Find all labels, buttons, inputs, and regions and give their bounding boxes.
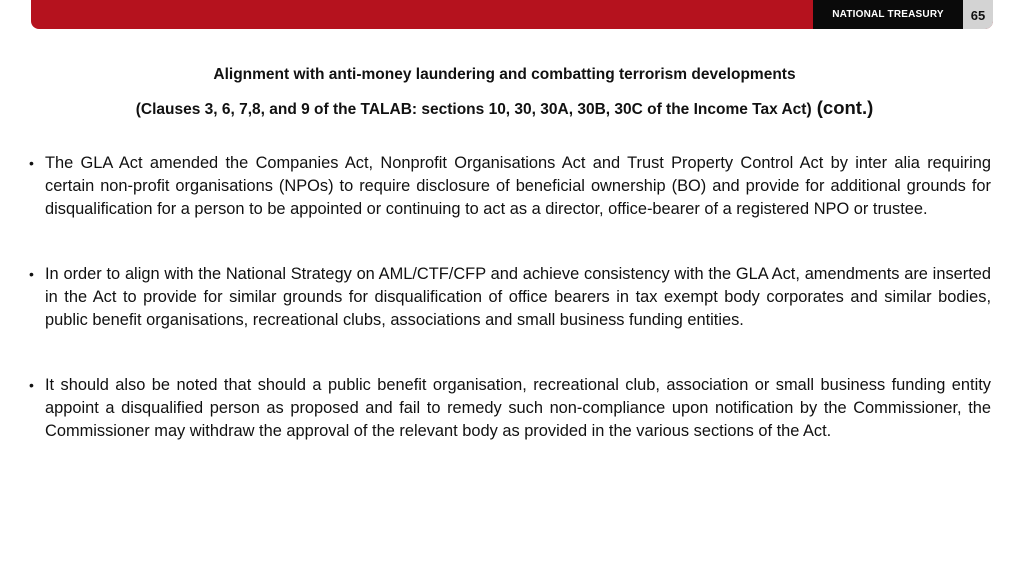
bullet-marker: • [29, 377, 34, 393]
bullet-list [29, 152, 991, 443]
brand-badge [813, 0, 963, 29]
brand-name: NATIONAL TREASURY [832, 8, 944, 20]
bullet-text: In order to align with the National Strategy on AML/CTF/CFP and achieve consistency with the GLA Act, amendments are inserted in the Act to provide for similar grounds for disqualification of office bearers in tax exempt body corporates and similar bodies, public benefit organisations, recreational clubs, associations and small business funding entities. [45, 265, 991, 329]
bullet-item [29, 263, 991, 332]
subtitle-cont: (cont.) [811, 97, 874, 118]
page-number: 65 [970, 7, 986, 23]
bullet-marker: • [29, 266, 34, 282]
subtitle-clauses: (Clauses 3, 6, 7,8, and 9 of the TALAB: sections 10, 30, 30A, 30B, 30C of the Income Tax Act) [135, 101, 812, 118]
bullet-text: It should also be noted that should a public benefit organisation, recreational club, association or small business funding entity appoint a disqualified person as proposed and fail to remedy such non-compliance upon notification by the Commissioner, the Commissioner may withdraw the approval of the relevant body as provided in the various sections of the Act. [45, 376, 991, 440]
bullet-item [29, 374, 991, 443]
slide-subtitle [0, 97, 1009, 119]
slide-title: Alignment with anti-money laundering and combatting terrorism developments [213, 66, 796, 83]
bullet-text: The GLA Act amended the Companies Act, Nonprofit Organisations Act and Trust Property Control Act by inter alia requiring certain non-profit organisations (NPOs) to require disclosure of beneficial ownership (BO) and provide for additional grounds for disqualification for a person to be appointed or continuing to act as a director, office-bearer of a registered NPO or trustee. [45, 154, 991, 218]
page-number-badge [963, 0, 993, 29]
bullet-item [29, 152, 991, 221]
bullet-marker: • [29, 155, 34, 171]
